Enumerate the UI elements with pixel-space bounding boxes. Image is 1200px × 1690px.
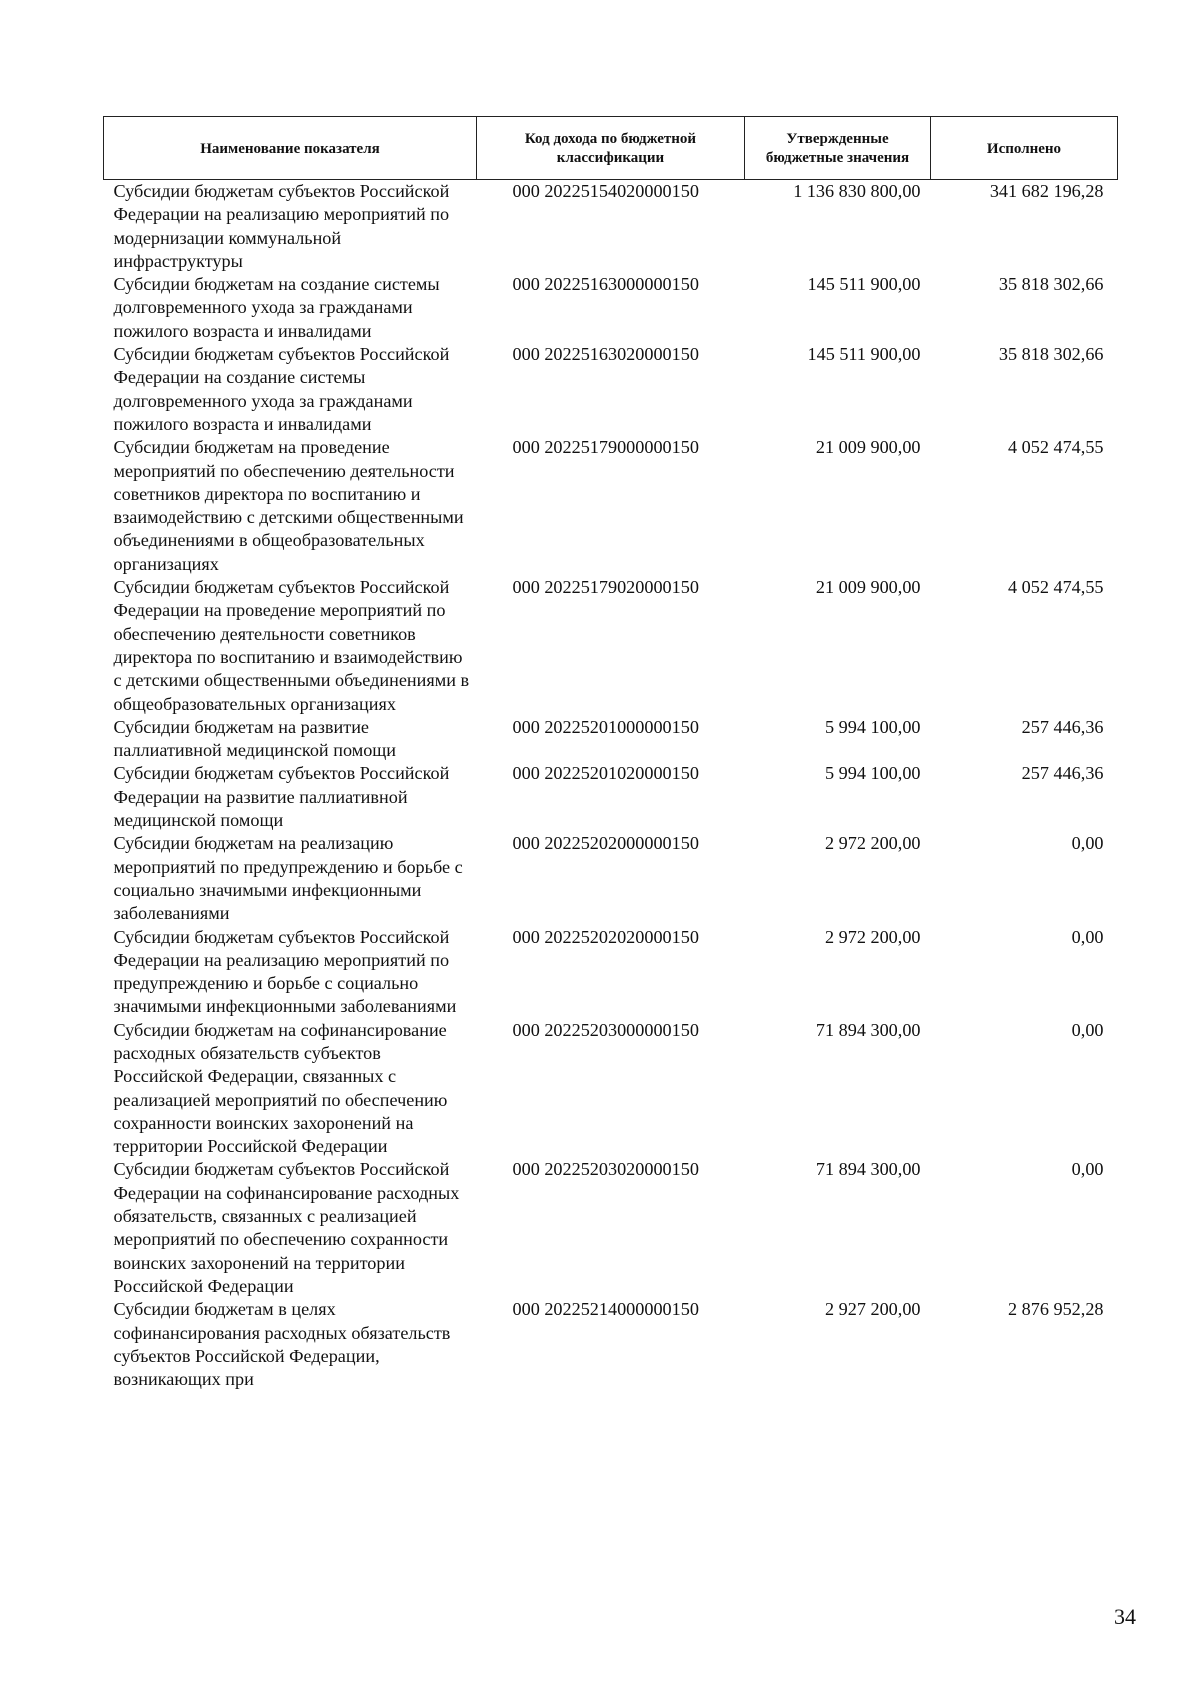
row-code-cell: 000 20225163020000150: [512, 344, 699, 365]
row-name-cell: Субсидии бюджетам на создание системы долговременного ухода за гражданами пожилого возраста и инвалидами: [113, 274, 440, 341]
row-done-cell: 0,00: [1071, 926, 1104, 947]
row-name-cell: Субсидии бюджетам субъектов Российской Федерации на проведение мероприятий по обеспечению деятельности советников директора по воспитанию и взаимодействию с детскими общественными объединениями в общеобразовательных организациях: [113, 577, 470, 714]
row-name-cell: Субсидии бюджетам субъектов Российской Федерации на развитие паллиативной медицинской помощи: [113, 763, 450, 831]
row-approved-cell: 1 136 830 800,00: [793, 181, 921, 201]
row-code-cell: 000 20225202020000150: [512, 926, 699, 947]
row-code-cell: 000 20225201000000150: [512, 716, 699, 737]
row-approved-cell: 71 894 300,00: [815, 1019, 921, 1040]
table-row: [104, 273, 1118, 343]
table-row: [104, 762, 1118, 832]
header-name: Наименование показателя: [104, 117, 477, 180]
row-approved-cell: 2 927 200,00: [825, 1299, 921, 1320]
row-name-cell: Субсидии бюджетам на софинансирование расходных обязательств субъектов Российской Федерации, связанных с реализацией мероприятий по обеспечению сохранности воинских захоронений на территории Российской Федерации: [113, 1019, 448, 1157]
row-name-cell: Субсидии бюджетам на проведение мероприятий по обеспечению деятельности советников директора по воспитанию и взаимодействию с детскими общественными объединениями в общеобразовательных организациях: [113, 437, 464, 574]
table-row: [104, 926, 1118, 1019]
table-row: [104, 436, 1118, 576]
row-code-cell: 000 20225154020000150: [512, 181, 699, 201]
table-row: [104, 832, 1118, 925]
table-body: [104, 180, 1118, 1392]
row-code-cell: 000 20225202000000150: [512, 833, 699, 854]
row-code-cell: 000 20225214000000150: [512, 1299, 699, 1320]
row-code-cell: 000 20225203020000150: [512, 1159, 699, 1180]
row-name-cell: Субсидии бюджетам субъектов Российской Федерации на реализацию мероприятий по модернизации коммунальной инфраструктуры: [113, 181, 450, 271]
row-code-cell: 000 20225203000000150: [512, 1019, 699, 1040]
row-approved-cell: 21 009 900,00: [815, 437, 921, 458]
table-row: [104, 343, 1118, 436]
row-code-cell: 000 20225163000000150: [512, 274, 699, 295]
header-done: Исполнено: [931, 117, 1118, 180]
row-done-cell: 2 876 952,28: [1008, 1299, 1104, 1320]
row-approved-cell: 145 511 900,00: [807, 344, 921, 365]
row-code-cell: 000 20225179000000150: [512, 437, 699, 458]
table-row: [104, 1298, 1118, 1391]
row-approved-cell: 5 994 100,00: [825, 763, 921, 784]
budget-execution-table: [103, 116, 1118, 1391]
table-row: [104, 180, 1118, 274]
header-approved: Утвержденные бюджетные значения: [745, 117, 931, 180]
row-done-cell: 257 446,36: [1021, 716, 1104, 737]
row-done-cell: 341 682 196,28: [989, 181, 1104, 201]
row-done-cell: 0,00: [1071, 1159, 1104, 1180]
table-row: [104, 1019, 1118, 1159]
row-name-cell: Субсидии бюджетам субъектов Российской Федерации на реализацию мероприятий по предупреждению и борьбе с социально значимыми инфекционными заболеваниями: [113, 926, 457, 1017]
row-approved-cell: 145 511 900,00: [807, 274, 921, 295]
table-header: [104, 117, 1118, 180]
row-approved-cell: 71 894 300,00: [815, 1159, 921, 1180]
table-row: [104, 1158, 1118, 1298]
row-done-cell: 0,00: [1071, 833, 1104, 854]
row-name-cell: Субсидии бюджетам субъектов Российской Федерации на создание системы долговременного ухода за гражданами пожилого возраста и инвалидами: [113, 344, 450, 434]
table-row: [104, 716, 1118, 763]
row-done-cell: 0,00: [1071, 1019, 1104, 1040]
row-approved-cell: 5 994 100,00: [825, 716, 921, 737]
page-number: 34: [1114, 1604, 1136, 1629]
row-done-cell: 35 818 302,66: [998, 274, 1104, 295]
row-done-cell: 35 818 302,66: [998, 344, 1104, 365]
table-row: [104, 576, 1118, 716]
row-done-cell: 4 052 474,55: [1008, 437, 1104, 458]
header-code: Код дохода по бюджетной классификации: [477, 117, 745, 180]
row-approved-cell: 2 972 200,00: [825, 926, 921, 947]
row-name-cell: Субсидии бюджетам на развитие паллиативной медицинской помощи: [113, 716, 397, 761]
row-name-cell: Субсидии бюджетам субъектов Российской Федерации на софинансирование расходных обязательств, связанных с реализацией мероприятий по обеспечению сохранности воинских захоронений на территории Российской Федерации: [113, 1159, 460, 1296]
row-done-cell: 257 446,36: [1021, 763, 1104, 784]
row-name-cell: Субсидии бюджетам на реализацию мероприятий по предупреждению и борьбе с социально значимыми инфекционными заболеваниями: [113, 833, 463, 924]
row-done-cell: 4 052 474,55: [1008, 577, 1104, 598]
row-code-cell: 000 20225201020000150: [512, 763, 699, 784]
row-approved-cell: 21 009 900,00: [815, 577, 921, 598]
row-name-cell: Субсидии бюджетам в целях софинансирования расходных обязательств субъектов Российской Федерации, возникающих при: [113, 1299, 451, 1390]
row-code-cell: 000 20225179020000150: [512, 577, 699, 598]
row-approved-cell: 2 972 200,00: [825, 833, 921, 854]
